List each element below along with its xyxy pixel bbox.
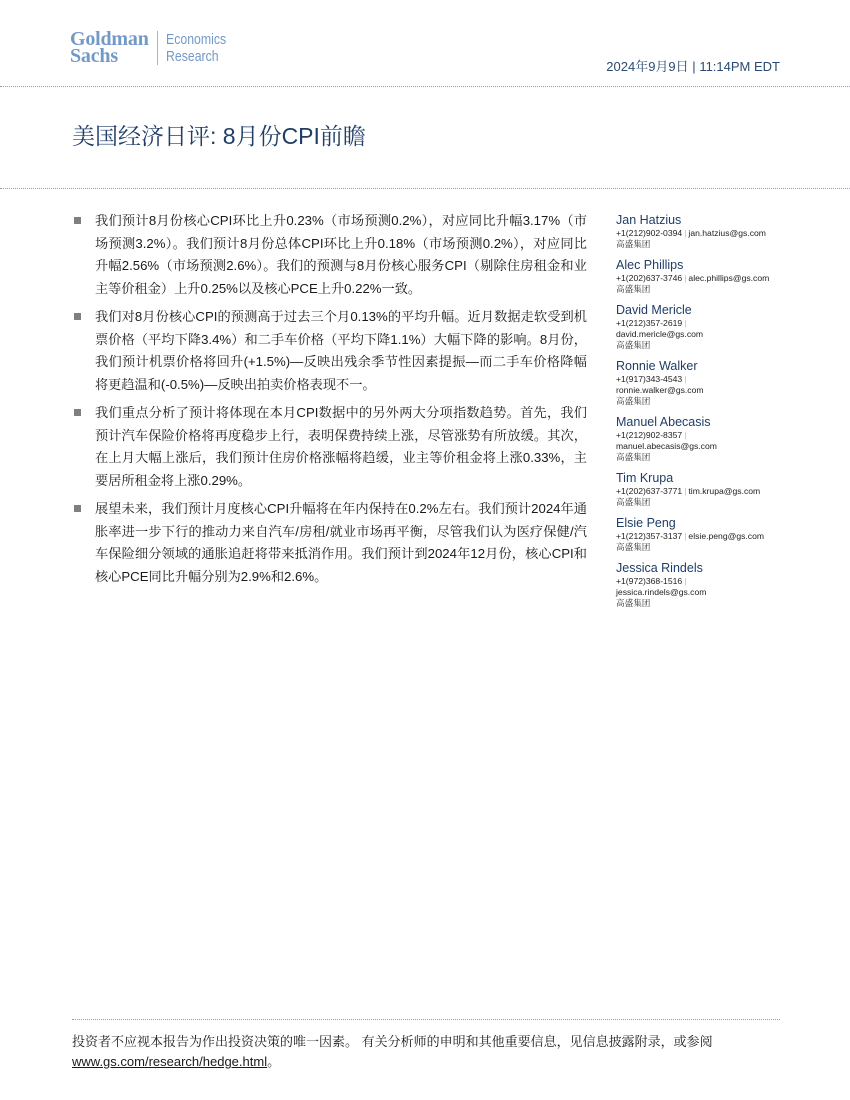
author-org: 高盛集团 [616, 340, 651, 350]
disclaimer-text: 投资者不应视本报告为作出投资决策的唯一因素。 有关分析师的申明和其他重要信息，见信息披露附录，或参阅 [72, 1034, 713, 1049]
summary-bullets [72, 210, 587, 594]
author-card [616, 471, 796, 508]
author-phone: +1(972)368-1516 [616, 576, 683, 586]
bullet-item [72, 210, 587, 300]
author-name: Elsie Peng [616, 516, 676, 530]
author-phone: +1(202)637-3771 [616, 486, 683, 496]
square-bullet-icon [74, 505, 81, 512]
author-phone: +1(212)357-2619 [616, 318, 683, 328]
author-list [616, 213, 796, 617]
header-divider [0, 86, 850, 87]
pipe-divider: | [684, 576, 687, 586]
author-email-link[interactable]: manuel.abecasis@gs.com [616, 441, 717, 451]
bullet-item [72, 498, 587, 588]
author-card [616, 258, 796, 295]
author-org: 高盛集团 [616, 284, 651, 294]
pipe-divider: | [684, 430, 687, 440]
author-name: Alec Phillips [616, 258, 684, 272]
author-name: Tim Krupa [616, 471, 674, 485]
author-name: Manuel Abecasis [616, 415, 711, 429]
author-phone: +1(212)902-0394 [616, 228, 683, 238]
author-card [616, 561, 796, 609]
bullet-item [72, 402, 587, 492]
disclaimer-footer [72, 1032, 792, 1072]
author-org: 高盛集团 [616, 396, 651, 406]
pipe-divider: | [684, 486, 687, 496]
author-phone: +1(202)637-3746 [616, 273, 683, 283]
title-divider [0, 188, 850, 189]
pipe-divider: | [684, 273, 687, 283]
author-org: 高盛集团 [616, 452, 651, 462]
bullet-item [72, 306, 587, 396]
publish-time: 11:14PM EDT [699, 59, 780, 74]
pipe-divider: | [684, 531, 687, 541]
bullet-text: 我们重点分析了预计将体现在本月CPI数据中的另外两大分项指数趋势。首先，我们预计汽车保险价格将再度稳步上行，表明保费持续上涨，尽管涨势有所放缓。其次，在上月大幅上涨后，我们预计住房价格涨幅将趋缓，业主等价租金将上涨0.33%，主要居所租金将上涨0.29%。 [95, 405, 587, 488]
author-name: Jessica Rindels [616, 561, 703, 575]
publish-date: 2024年9月9日 [606, 59, 689, 74]
goldman-sachs-logo [70, 28, 239, 67]
author-email-link[interactable]: jessica.rindels@gs.com [616, 587, 707, 597]
footer-divider [72, 1019, 780, 1020]
author-card [616, 359, 796, 407]
author-email-link[interactable]: jan.hatzius@gs.com [688, 228, 766, 238]
bullet-text: 展望未来，我们预计月度核心CPI升幅将在年内保持在0.2%左右。我们预计2024年通胀率进一步下行的推动力来自汽车/房租/就业市场再平衡，尽管我们认为医疗保健/汽车保险细分领域的通胀追赶将带来抵消作用。我们预计到2024年12月份，核心CPI和核心PCE同比升幅分别为2.9%和2.6%。 [95, 501, 587, 584]
author-org: 高盛集团 [616, 239, 651, 249]
bullet-text: 我们对8月份核心CPI的预测高于过去三个月0.13%的平均升幅。近月数据走软受到机票价格（平均下降3.4%）和二手车价格（平均下降1.1%）大幅下降的影响。8月份，我们预计机票价格将回升(+1.5%)—反映出残余季节性因素提振—而二手车价格降幅将更趋温和(-0.5%)—反映出拍卖价格表现不一。 [95, 309, 587, 392]
logo-divider [157, 31, 158, 65]
author-email-link[interactable]: david.mericle@gs.com [616, 329, 704, 339]
author-phone: +1(212)902-8357 [616, 430, 683, 440]
square-bullet-icon [74, 409, 81, 416]
disclosure-link[interactable]: www.gs.com/research/hedge.html [72, 1054, 268, 1069]
author-email-link[interactable]: tim.krupa@gs.com [688, 486, 761, 496]
link-suffix: 。 [267, 1054, 281, 1069]
author-phone: +1(917)343-4543 [616, 374, 683, 384]
bullet-text: 我们预计8月份核心CPI环比上升0.23%（市场预测0.2%），对应同比升幅3.17%（市场预测3.2%）。我们预计8月份总体CPI环比上升0.18%（市场预测0.2%），对应同比升幅2.56%（市场预测2.6%）。我们的预测与8月份核心服务CPI（剔除住房租金和业主等价租金）上升0.25%以及核心PCE上升0.22%一致。 [95, 213, 587, 296]
author-name: David Mericle [616, 303, 692, 317]
author-card [616, 303, 796, 351]
pipe-divider: | [684, 374, 687, 384]
division-name: Economics Research [165, 31, 226, 65]
author-org: 高盛集团 [616, 497, 651, 507]
pipe-divider: | [684, 228, 687, 238]
logo-wordmark: Goldman Sachs [70, 28, 149, 67]
dateline-separator: | [692, 59, 696, 74]
author-card [616, 415, 796, 463]
author-org: 高盛集团 [616, 598, 651, 608]
author-email-link[interactable]: ronnie.walker@gs.com [616, 385, 704, 395]
author-name: Ronnie Walker [616, 359, 698, 373]
author-email-link[interactable]: elsie.peng@gs.com [688, 531, 765, 541]
publish-dateline [606, 56, 780, 75]
author-email-link[interactable]: alec.phillips@gs.com [688, 273, 770, 283]
author-card [616, 516, 796, 553]
author-phone: +1(212)357-3137 [616, 531, 683, 541]
author-card [616, 213, 796, 250]
page-title: 美国经济日评: 8月份CPI前瞻 [72, 123, 366, 149]
square-bullet-icon [74, 217, 81, 224]
author-org: 高盛集团 [616, 542, 651, 552]
square-bullet-icon [74, 313, 81, 320]
author-name: Jan Hatzius [616, 213, 682, 227]
pipe-divider: | [684, 318, 687, 328]
